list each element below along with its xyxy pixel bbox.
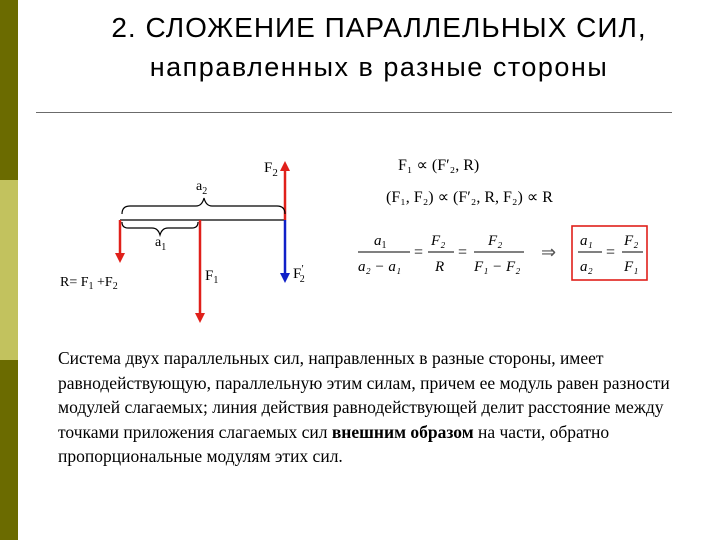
eq-a2-minus-a1: a₂ − a₁: [358, 259, 402, 275]
label-a1: $a_1$: [155, 235, 167, 253]
eq-F1-minus-F2: F₁ − F₂: [474, 259, 521, 275]
eq-a1: $a_1$: [374, 233, 387, 251]
eq-equals-2: =: [458, 244, 468, 261]
eq-R-den: R: [435, 259, 445, 275]
paragraph-end-text: на части, обратно пропорциональные модулям этих сил.: [58, 421, 610, 466]
label-a2: $a_2$: [196, 179, 208, 197]
formula-proportional-2: (F₁, F₂) ∝ (F′₂, R, F₂) ∝ R: [386, 189, 553, 206]
box-F2: F₂: [624, 233, 639, 249]
title-divider: [36, 112, 672, 113]
slide-title: 2. СЛОЖЕНИЕ ПАРАЛЛЕЛЬНЫХ СИЛ,: [111, 12, 647, 43]
box-equals: =: [606, 244, 616, 261]
label-F2prime: F′ 2: [293, 263, 305, 285]
brace-a1: [122, 222, 198, 235]
brace-a2: [122, 198, 285, 214]
eq-F2-num-1: F₂: [431, 233, 446, 249]
box-F1: F₁: [624, 259, 639, 275]
label-F2: $F_2$: [264, 160, 278, 179]
label-resultant: $R= F_1 +F_2$: [60, 275, 118, 292]
box-a2: a₂: [580, 259, 593, 275]
sidebar-segment-dark-bottom: [0, 360, 18, 540]
slide-subtitle: направленных в разные стороны: [149, 52, 609, 82]
eq-F2-num-2: F₂: [488, 233, 503, 249]
implies-arrow-icon: ⇒: [541, 242, 557, 263]
eq-equals-1: =: [414, 244, 424, 261]
formula-proportional-1: F₁ ∝ (F′₂, R): [398, 157, 480, 174]
box-a1: a₁: [580, 233, 593, 249]
paragraph-bold-text: внешним образом: [331, 421, 474, 442]
explanation-paragraph: [58, 346, 688, 469]
label-F1: $F_1$: [205, 268, 219, 286]
paragraph-main-text: Система двух параллельных сил, направленных в разные стороны, имеет равнодействующую, параллельную этим силам, причем ее модуль равен разности модулей слагаемых; линия действия равнодействующей делит расстояние между точками приложения слагаемых сил: [58, 348, 670, 442]
force-diagram: [0, 140, 720, 340]
